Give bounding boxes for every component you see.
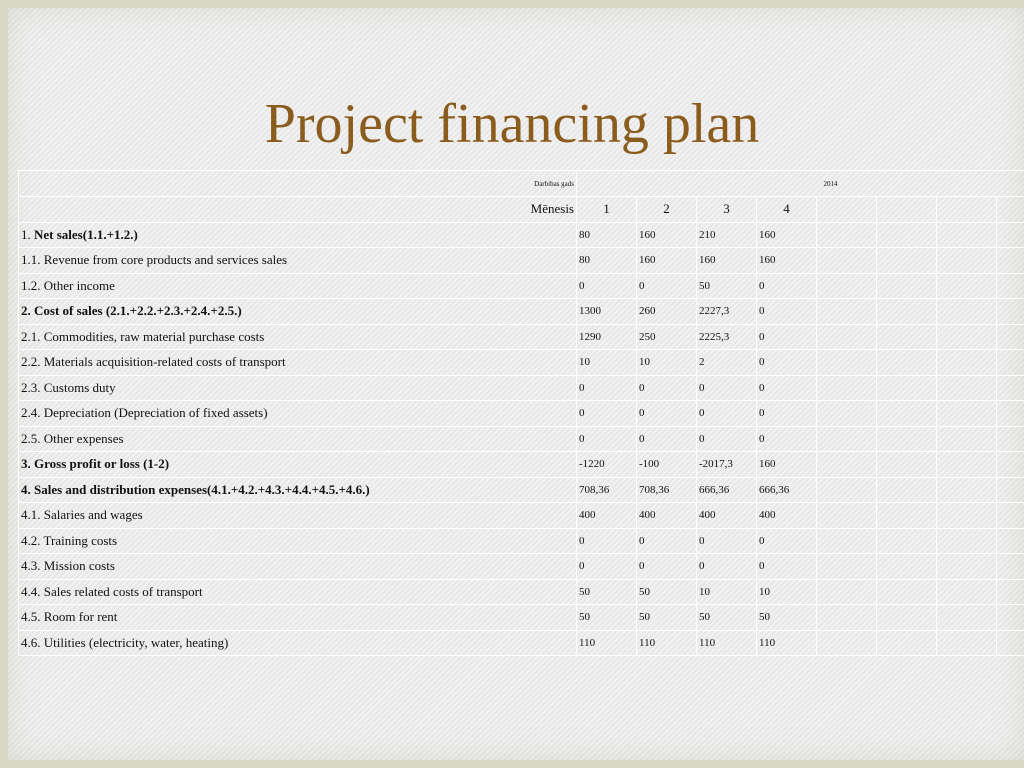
value-cell bbox=[877, 579, 937, 605]
month-header-cell bbox=[997, 197, 1024, 223]
value-cell bbox=[997, 477, 1024, 503]
value-cell bbox=[817, 503, 877, 529]
value-cell: 0 bbox=[697, 426, 757, 452]
value-cell: 160 bbox=[637, 222, 697, 248]
value-cell bbox=[937, 324, 997, 350]
value-cell bbox=[937, 426, 997, 452]
value-cell: 110 bbox=[757, 630, 817, 656]
value-cell: 0 bbox=[757, 350, 817, 376]
value-cell bbox=[817, 248, 877, 274]
value-cell: 0 bbox=[577, 426, 637, 452]
value-cell: 110 bbox=[637, 630, 697, 656]
row-label-text: 1.2. Other income bbox=[21, 277, 115, 293]
table-row bbox=[19, 426, 1024, 452]
row-label bbox=[19, 222, 577, 248]
value-cell bbox=[937, 528, 997, 554]
value-cell: 0 bbox=[697, 401, 757, 427]
row-label-text: 4.5. Room for rent bbox=[21, 609, 118, 625]
row-label-text: 4.3. Mission costs bbox=[21, 558, 115, 574]
value-cell: 160 bbox=[697, 248, 757, 274]
value-cell bbox=[877, 605, 937, 631]
value-cell: 0 bbox=[757, 554, 817, 580]
value-cell bbox=[997, 554, 1024, 580]
month-header-cell: 1 bbox=[577, 197, 637, 223]
value-cell bbox=[997, 375, 1024, 401]
value-cell: 10 bbox=[757, 579, 817, 605]
row-label bbox=[19, 375, 577, 401]
value-cell bbox=[877, 426, 937, 452]
value-cell bbox=[817, 273, 877, 299]
value-cell: 666,36 bbox=[757, 477, 817, 503]
row-label-text: 2.2. Materials acquisition-related costs of transport bbox=[21, 354, 286, 370]
value-cell bbox=[877, 554, 937, 580]
value-cell: 0 bbox=[577, 273, 637, 299]
value-cell: 0 bbox=[577, 554, 637, 580]
table-row bbox=[19, 528, 1024, 554]
row-label bbox=[19, 350, 577, 376]
value-cell: 0 bbox=[637, 528, 697, 554]
value-cell: 0 bbox=[577, 401, 637, 427]
table-row bbox=[19, 579, 1024, 605]
value-cell: 80 bbox=[577, 248, 637, 274]
value-cell bbox=[817, 554, 877, 580]
value-cell: 50 bbox=[577, 579, 637, 605]
row-label-text: 2.4. Depreciation (Depreciation of fixed assets) bbox=[21, 405, 268, 421]
value-cell: 50 bbox=[697, 273, 757, 299]
value-cell: 260 bbox=[637, 299, 697, 325]
table-row bbox=[19, 477, 1024, 503]
value-cell bbox=[817, 350, 877, 376]
value-cell: 0 bbox=[757, 426, 817, 452]
value-cell bbox=[997, 350, 1024, 376]
value-cell: 80 bbox=[577, 222, 637, 248]
month-header-cell: 3 bbox=[697, 197, 757, 223]
month-header-cell bbox=[817, 197, 877, 223]
row-label bbox=[19, 503, 577, 529]
value-cell bbox=[817, 299, 877, 325]
row-label bbox=[19, 426, 577, 452]
row-label bbox=[19, 605, 577, 631]
value-cell bbox=[937, 401, 997, 427]
value-cell: 2227,3 bbox=[697, 299, 757, 325]
value-cell bbox=[877, 375, 937, 401]
value-cell: 0 bbox=[637, 401, 697, 427]
year-header-row bbox=[19, 171, 1024, 197]
value-cell: 250 bbox=[637, 324, 697, 350]
row-number-prefix: 1. bbox=[21, 226, 34, 242]
month-header-cell bbox=[877, 197, 937, 223]
row-label-text: 4. Sales and distribution expenses(4.1.+4.2.+4.3.+4.4.+4.5.+4.6.) bbox=[21, 481, 370, 497]
value-cell: 0 bbox=[637, 273, 697, 299]
month-header-row bbox=[19, 197, 1024, 223]
value-cell: 10 bbox=[577, 350, 637, 376]
row-label-text: 2.3. Customs duty bbox=[21, 379, 116, 395]
slide-title: Project financing plan bbox=[264, 93, 760, 155]
value-cell: 50 bbox=[637, 579, 697, 605]
row-label bbox=[19, 452, 577, 478]
value-cell bbox=[817, 630, 877, 656]
row-label bbox=[19, 477, 577, 503]
year-label: Darbibas gads bbox=[19, 171, 577, 197]
table-row bbox=[19, 299, 1024, 325]
value-cell bbox=[997, 452, 1024, 478]
value-cell: 0 bbox=[577, 375, 637, 401]
value-cell: 50 bbox=[757, 605, 817, 631]
value-cell bbox=[997, 503, 1024, 529]
row-label bbox=[19, 248, 577, 274]
value-cell bbox=[817, 426, 877, 452]
value-cell: 50 bbox=[637, 605, 697, 631]
value-cell bbox=[997, 605, 1024, 631]
value-cell: 2 bbox=[697, 350, 757, 376]
row-label-text: 4.4. Sales related costs of transport bbox=[21, 583, 203, 599]
value-cell: 0 bbox=[637, 554, 697, 580]
value-cell bbox=[817, 477, 877, 503]
value-cell bbox=[877, 222, 937, 248]
row-label bbox=[19, 554, 577, 580]
row-label-text: Net sales(1.1.+1.2.) bbox=[34, 226, 138, 242]
value-cell bbox=[937, 273, 997, 299]
value-cell: 0 bbox=[757, 324, 817, 350]
value-cell bbox=[937, 222, 997, 248]
row-label bbox=[19, 324, 577, 350]
value-cell bbox=[997, 299, 1024, 325]
value-cell: 400 bbox=[697, 503, 757, 529]
value-cell bbox=[997, 630, 1024, 656]
value-cell: 160 bbox=[757, 222, 817, 248]
row-label-text: 3. Gross profit or loss (1-2) bbox=[21, 456, 170, 472]
value-cell bbox=[817, 375, 877, 401]
value-cell bbox=[997, 528, 1024, 554]
value-cell: -100 bbox=[637, 452, 697, 478]
month-label: Mēnesis bbox=[19, 197, 577, 223]
value-cell bbox=[817, 605, 877, 631]
table-row bbox=[19, 248, 1024, 274]
row-label bbox=[19, 579, 577, 605]
value-cell: 10 bbox=[697, 579, 757, 605]
value-cell: 110 bbox=[697, 630, 757, 656]
value-cell bbox=[997, 324, 1024, 350]
value-cell bbox=[877, 273, 937, 299]
value-cell bbox=[877, 324, 937, 350]
row-label-text: 4.2. Training costs bbox=[21, 532, 118, 548]
value-cell: -1220 bbox=[577, 452, 637, 478]
value-cell bbox=[937, 477, 997, 503]
value-cell: 0 bbox=[637, 375, 697, 401]
table-row bbox=[19, 401, 1024, 427]
table-row bbox=[19, 324, 1024, 350]
value-cell bbox=[937, 579, 997, 605]
value-cell bbox=[997, 222, 1024, 248]
value-cell: 0 bbox=[757, 401, 817, 427]
value-cell bbox=[877, 477, 937, 503]
value-cell bbox=[997, 273, 1024, 299]
value-cell: 1290 bbox=[577, 324, 637, 350]
value-cell bbox=[937, 248, 997, 274]
value-cell: 210 bbox=[697, 222, 757, 248]
value-cell: 0 bbox=[577, 528, 637, 554]
row-label-text: 1.1. Revenue from core products and services sales bbox=[21, 252, 288, 268]
value-cell bbox=[937, 452, 997, 478]
value-cell: 0 bbox=[757, 273, 817, 299]
table-row bbox=[19, 630, 1024, 656]
value-cell bbox=[997, 426, 1024, 452]
value-cell: 0 bbox=[757, 299, 817, 325]
value-cell bbox=[937, 350, 997, 376]
value-cell bbox=[937, 605, 997, 631]
value-cell bbox=[817, 528, 877, 554]
table-row bbox=[19, 350, 1024, 376]
value-cell bbox=[997, 248, 1024, 274]
value-cell bbox=[877, 299, 937, 325]
value-cell: 160 bbox=[757, 248, 817, 274]
year-value: 2014 bbox=[577, 171, 1024, 197]
value-cell: 666,36 bbox=[697, 477, 757, 503]
value-cell: 708,36 bbox=[577, 477, 637, 503]
value-cell: 1300 bbox=[577, 299, 637, 325]
value-cell: 0 bbox=[697, 554, 757, 580]
table-row bbox=[19, 222, 1024, 248]
financing-table bbox=[18, 170, 1024, 656]
value-cell: 160 bbox=[757, 452, 817, 478]
value-cell: -2017,3 bbox=[697, 452, 757, 478]
value-cell bbox=[997, 401, 1024, 427]
value-cell: 160 bbox=[637, 248, 697, 274]
value-cell bbox=[937, 503, 997, 529]
value-cell bbox=[877, 503, 937, 529]
month-header-cell: 4 bbox=[757, 197, 817, 223]
value-cell bbox=[817, 324, 877, 350]
row-label-text: 2. Cost of sales (2.1.+2.2.+2.3.+2.4.+2.5.) bbox=[21, 303, 242, 319]
table-row bbox=[19, 375, 1024, 401]
value-cell: 0 bbox=[697, 528, 757, 554]
value-cell bbox=[997, 579, 1024, 605]
value-cell bbox=[877, 630, 937, 656]
value-cell bbox=[937, 299, 997, 325]
value-cell bbox=[937, 375, 997, 401]
value-cell bbox=[937, 554, 997, 580]
value-cell: 0 bbox=[757, 375, 817, 401]
table-row bbox=[19, 452, 1024, 478]
value-cell: 50 bbox=[577, 605, 637, 631]
row-label bbox=[19, 273, 577, 299]
value-cell bbox=[817, 452, 877, 478]
value-cell bbox=[877, 452, 937, 478]
value-cell bbox=[877, 528, 937, 554]
month-header-cell: 2 bbox=[637, 197, 697, 223]
row-label bbox=[19, 528, 577, 554]
row-label-text: 4.6. Utilities (electricity, water, heating) bbox=[21, 634, 229, 650]
value-cell: 2225,3 bbox=[697, 324, 757, 350]
value-cell bbox=[877, 401, 937, 427]
value-cell bbox=[817, 222, 877, 248]
value-cell: 708,36 bbox=[637, 477, 697, 503]
value-cell bbox=[817, 401, 877, 427]
value-cell: 400 bbox=[577, 503, 637, 529]
row-label bbox=[19, 630, 577, 656]
value-cell: 0 bbox=[757, 528, 817, 554]
value-cell bbox=[877, 350, 937, 376]
table-row bbox=[19, 554, 1024, 580]
value-cell: 10 bbox=[637, 350, 697, 376]
row-label-text: 2.5. Other expenses bbox=[21, 430, 124, 446]
table-row bbox=[19, 503, 1024, 529]
table-row bbox=[19, 605, 1024, 631]
value-cell bbox=[877, 248, 937, 274]
value-cell bbox=[817, 579, 877, 605]
value-cell: 0 bbox=[637, 426, 697, 452]
value-cell: 110 bbox=[577, 630, 637, 656]
value-cell: 400 bbox=[637, 503, 697, 529]
row-label bbox=[19, 401, 577, 427]
table-row bbox=[19, 273, 1024, 299]
row-label-text: 4.1. Salaries and wages bbox=[21, 507, 143, 523]
row-label bbox=[19, 299, 577, 325]
value-cell: 0 bbox=[697, 375, 757, 401]
value-cell: 50 bbox=[697, 605, 757, 631]
value-cell bbox=[937, 630, 997, 656]
month-header-cell bbox=[937, 197, 997, 223]
value-cell: 400 bbox=[757, 503, 817, 529]
row-label-text: 2.1. Commodities, raw material purchase costs bbox=[21, 328, 265, 344]
